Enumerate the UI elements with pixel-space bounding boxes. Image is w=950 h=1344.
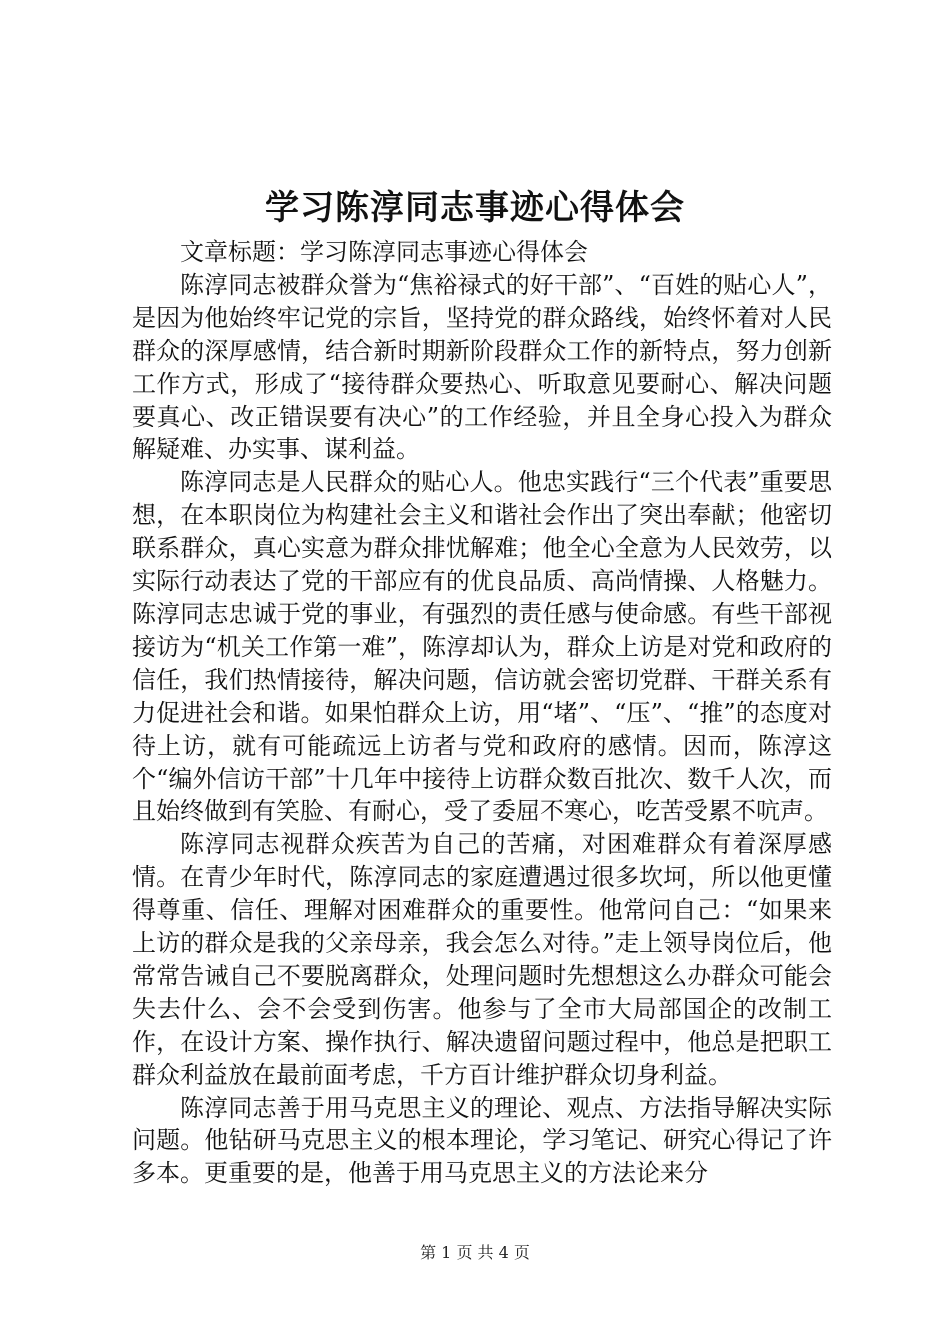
- paragraph-4: 陈淳同志善于用马克思主义的理论、观点、方法指导解决实际问题。他钻研马克思主义的根本理论，学习笔记、研究心得记了许多本。更重要的是，他善于用马克思主义的方法论来分: [132, 1093, 832, 1188]
- article-title-line: 文章标题：学习陈淳同志事迹心得体会: [180, 238, 588, 266]
- paragraph-3: 陈淳同志视群众疾苦为自己的苦痛，对困难群众有着深厚感情。在青少年时代，陈淳同志的家庭遭遇过很多坎坷，所以他更懂得尊重、信任、理解对困难群众的重要性。他常问自己：“如果来上访的群众是我的父亲母亲，我会怎么对待。”走上领导岗位后，他常常告诫自己不要脱离群众，处理问题时先想想这么办群众可能会失去什么、会不会受到伤害。他参与了全市大局部国企的改制工作，在设计方案、操作执行、解决遗留问题过程中，他总是把职工群众利益放在最前面考虑，千方百计维护群众切身利益。: [132, 830, 832, 1089]
- page-footer: 第 1 页 共 4 页: [420, 1243, 530, 1262]
- document-body: [132, 236, 832, 1190]
- paragraph-1: 陈淳同志被群众誉为“焦裕禄式的好干部”、“百姓的贴心人”，是因为他始终牢记党的宗旨，坚持党的群众路线，始终怀着对人民群众的深厚感情，结合新时期新阶段群众工作的新特点，努力创新工作方式，形成了“接待群众要热心、听取意见要耐心、解决问题要真心、改正错误要有决心”的工作经验，并且全身心投入为群众解疑难、办实事、谋利益。: [132, 270, 832, 464]
- paragraph-2: 陈淳同志是人民群众的贴心人。他忠实践行“三个代表”重要思想，在本职岗位为构建社会主义和谐社会作出了突出奉献；他密切联系群众，真心实意为群众排忧解难；他全心全意为人民效劳，以实际行动表达了党的干部应有的优良品质、高尚情操、人格魅力。陈淳同志忠诚于党的事业，有强烈的责任感与使命感。有些干部视接访为“机关工作第一难”，陈淳却认为，群众上访是对党和政府的信任，我们热情接待，解决问题，信访就会密切党群、干群关系有力促进社会和谐。如果怕群众上访，用“堵”、“压”、“推”的态度对待上访，就有可能疏远上访者与党和政府的感情。因而，陈淳这个“编外信访干部”十几年中接待上访群众数百批次、数千人次，而且始终做到有笑脸、有耐心，受了委屈不寒心，吃苦受累不吭声。: [132, 468, 832, 826]
- document-title: 学习陈淳同志事迹心得体会: [265, 188, 685, 228]
